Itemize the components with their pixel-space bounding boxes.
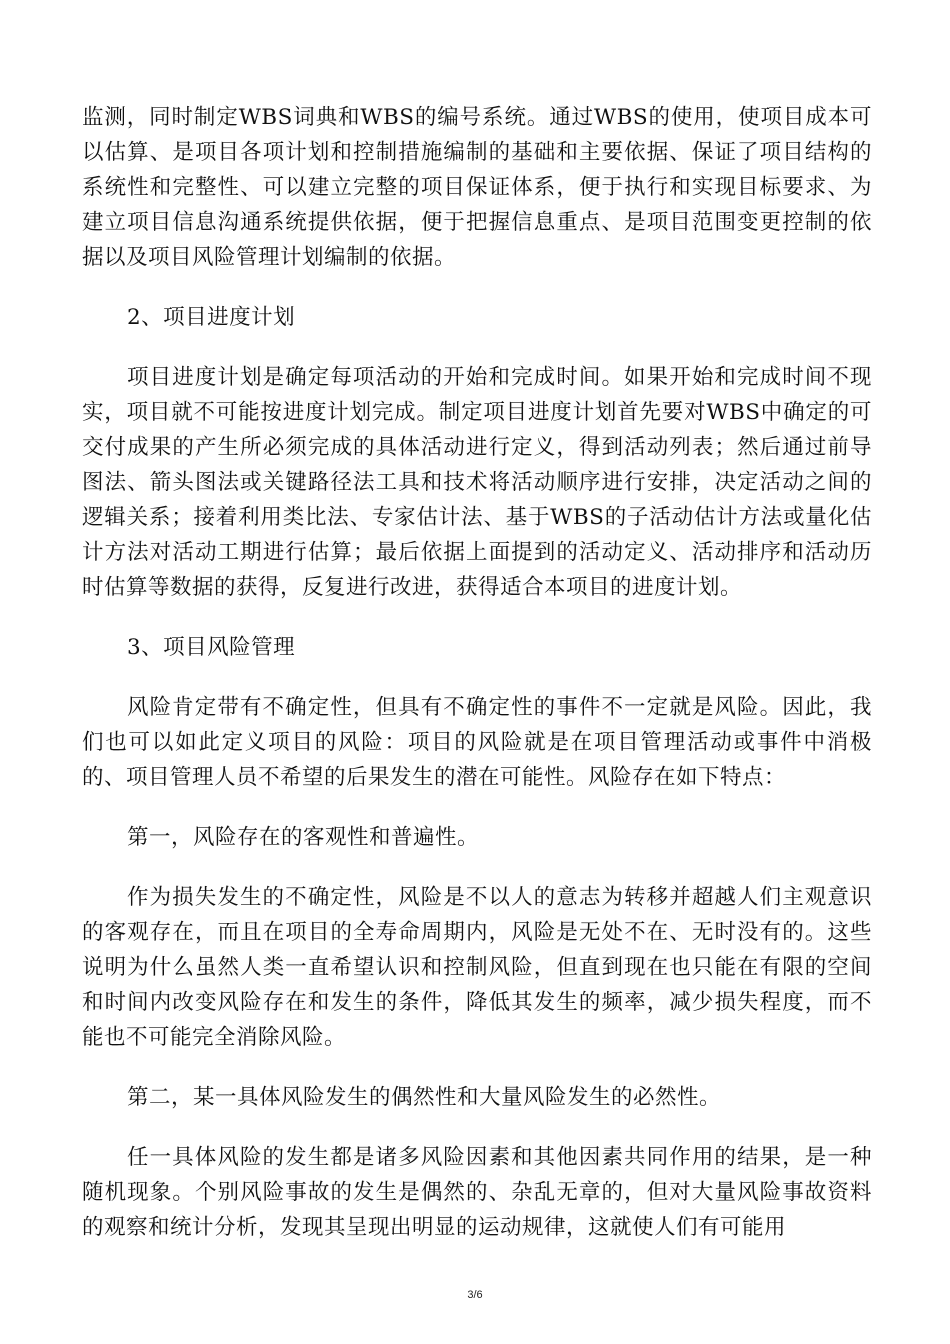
page-body bbox=[82, 100, 872, 1245]
heading-project-schedule: 2、项目进度计划 bbox=[127, 305, 296, 330]
paragraph-risk-feature-1-detail: 作为损失发生的不确定性，风险是不以人的意志为转移并超越人们主观意识的客观存在，而且在项目的全寿命周期内，风险是无处不在、无时没有的。这些说明为什么虽然人类一直希望认识和控制风险，但直到现在也只能在有限的空间和时间内改变风险存在和发生的条件，降低其发生的频率，减少损失程度，而不能也不可能完全消除风险。 bbox=[82, 885, 872, 1050]
paragraph-wbs-continued: 监测，同时制定WBS词典和WBS的编号系统。通过WBS的使用，使项目成本可以估算、是项目各项计划和控制措施编制的基础和主要依据、保证了项目结构的系统性和完整性、可以建立完整的项目保证体系，便于执行和实现目标要求、为建立项目信息沟通系统提供依据，便于把握信息重点、是项目范围变更控制的依据以及项目风险管理计划编制的依据。 bbox=[82, 105, 872, 270]
page-number: 3/6 bbox=[467, 1289, 483, 1301]
paragraph-risk-feature-2: 第二，某一具体风险发生的偶然性和大量风险发生的必然性。 bbox=[127, 1085, 722, 1110]
paragraph-risk-definition: 风险肯定带有不确定性，但具有不确定性的事件不一定就是风险。因此，我们也可以如此定义项目的风险：项目的风险就是在项目管理活动或事件中消极的、项目管理人员不希望的后果发生的潜在可能性。风险存在如下特点： bbox=[82, 695, 872, 790]
paragraph-risk-feature-1: 第一，风险存在的客观性和普遍性。 bbox=[127, 825, 480, 850]
paragraph-project-schedule: 项目进度计划是确定每项活动的开始和完成时间。如果开始和完成时间不现实，项目就不可能按进度计划完成。制定项目进度计划首先要对WBS中确定的可交付成果的产生所必须完成的具体活动进行定义，得到活动列表；然后通过前导图法、箭头图法或关键路径法工具和技术将活动顺序进行安排，决定活动之间的逻辑关系；接着利用类比法、专家估计法、基于WBS的子活动估计方法或量化估计方法对活动工期进行估算；最后依据上面提到的活动定义、活动排序和活动历时估算等数据的获得，反复进行改进，获得适合本项目的进度计划。 bbox=[82, 365, 872, 600]
paragraph-risk-feature-2-detail: 任一具体风险的发生都是诸多风险因素和其他因素共同作用的结果，是一种随机现象。个别风险事故的发生是偶然的、杂乱无章的，但对大量风险事故资料的观察和统计分析，发现其呈现出明显的运动规律，这就使人们有可能用 bbox=[82, 1145, 872, 1240]
heading-risk-management: 3、项目风险管理 bbox=[127, 635, 296, 660]
